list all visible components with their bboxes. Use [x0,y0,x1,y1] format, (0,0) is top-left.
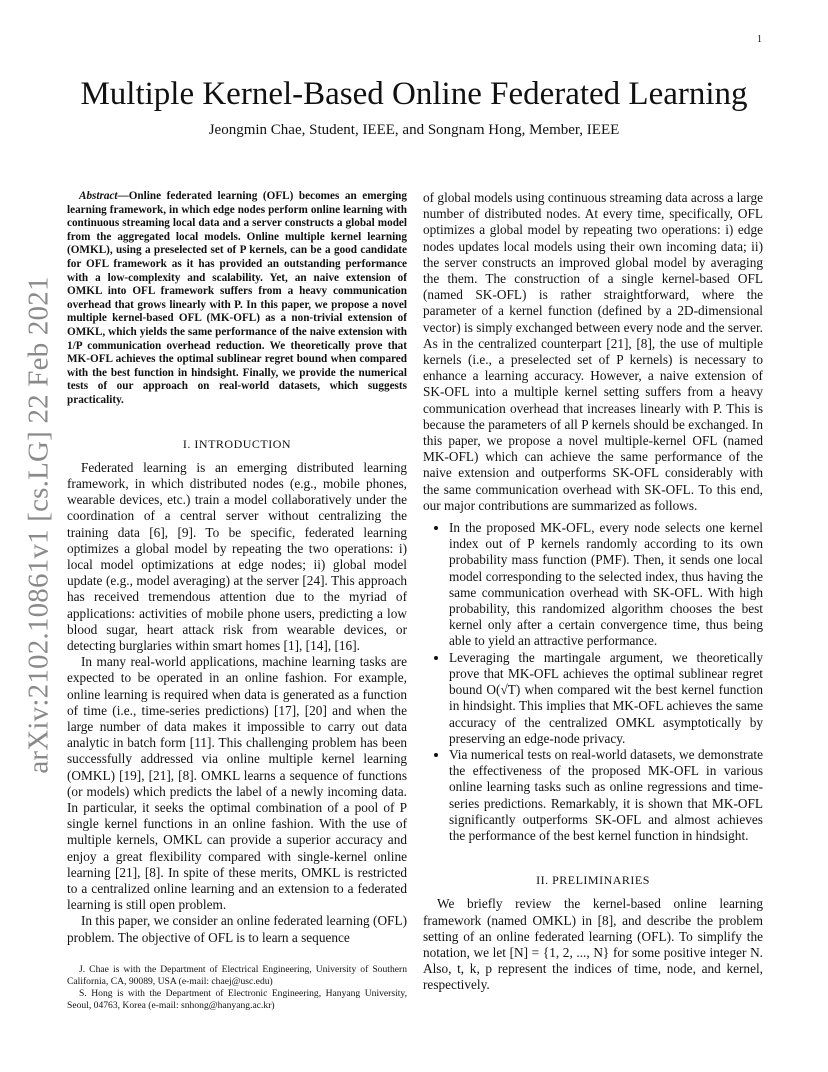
contribution-item: • Leveraging the martingale argument, we theoretically prove that MK-OFL achieves the optimal sublinear regret bound O(√T) when compared wit the best kernel function in hindsight. This implies that MK-OFL achieves the same accuracy of the centralized OMKL asymptotically by preserving an edge-node privacy. [449,650,763,747]
paper-title: Multiple Kernel-Based Online Federated Learning [80,76,748,112]
section-heading-preliminaries: II. PRELIMINARIES [536,873,650,888]
intro-paragraph-continued: of global models using continuous streaming data across a large number of distributed nodes. At every time, specifically, OFL optimizes a global model by repeating two operations: i) edge nodes updates local models using their own incoming data; ii) the server constructs an improved global model by averaging the them. The construction of a single kernel-based OFL (named SK-OFL) is rather straightforward, where the parameter of a kernel function (defined by a 2D-dimensional vector) is simply exchanged between every node and the server. As in the centralized counterpart [21], [8], the use of multiple kernels (i.e., a preselected set of P kernels) is necessary to enhance a learning accuracy. However, a naive extension of SK-OFL into a multiple kernel setting suffers from a heavy communication overhead that increases linearly with P. This is because the parameters of all P kernels should be exchanged. In this paper, we propose a novel multiple-kernel OFL (named MK-OFL) which can achieve the same performance of the naive extension and outperforms SK-OFL considerably with the same communication overhead with SK-OFL. To this end, our major contributions are summarized as follows. [423,190,763,513]
right-column [423,190,763,994]
page-number: 1 [757,34,762,45]
author-line: Jeongmin Chae, Student, IEEE, and Songnam Hong, Member, IEEE [208,122,620,138]
intro-paragraph-2: In many real-world applications, machine learning tasks are expected to be operated in an online fashion. For example, online learning is required when data is generated as a function of time (i.e., time-series predictions) [17], [20] and when the large number of data makes it impossible to carry out data analytic in batch form [11]. This challenging problem has been successfully addressed via online multiple kernel learning (OMKL) [19], [21], [8]. OMKL learns a sequence of functions (or models) which predicts the label of a newly incoming data. In particular, it seeks the optimal combination of a pool of P single kernel functions in an online fashion. With the use of multiple kernels, OMKL can provide a superior accuracy and enjoy a great flexibility compared with single-kernel online learning [21], [8]. In spite of these merits, OMKL is restricted to a centralized online learning and an extension to a federated learning is still open problem. [67,654,407,913]
left-column [67,190,407,946]
preliminaries-paragraph-1: We briefly review the kernel-based online learning framework (named OMKL) in [8], and describe the problem setting of an online federated learning (OFL). To simplify the notation, we let [N] = {1, 2, ..., N} for some positive integer N. Also, t, k, p represent the indices of time, node, and kernel, respectively. [423,896,763,993]
intro-paragraph-3: In this paper, we consider an online federated learning (OFL) problem. The objective of OFL is to learn a sequence [67,913,407,945]
section-heading-introduction: I. INTRODUCTION [182,436,292,451]
abstract [67,190,407,408]
abstract-label: Abstract [79,190,118,202]
footnotes [67,964,407,1012]
intro-paragraph-1: Federated learning is an emerging distributed learning framework, in which distributed nodes (e.g., mobile phones, wearable devices, etc.) train a model collaboratively under the coordination of a central server without centralizing the training data [6], [9]. To be specific, federated learning optimizes a global model by repeating the two operations: i) local model optimizations at edge nodes; ii) global model update (e.g., model averaging) at the server [24]. This approach has received tremendous attention due to the myriad of applications: activities of mobile phone users, predicting a low blood sugar, heart attack risk from wearable devices, or detecting burglaries within smart homes [1], [14], [16]. [67,459,407,653]
arxiv-sidebar-stamp [14,276,64,774]
arxiv-identifier: arXiv:2102.10861v1 [cs.LG] 22 Feb 2021 [22,276,55,774]
contributions-list [423,520,763,844]
contribution-item: • Via numerical tests on real-world datasets, we demonstrate the effectiveness of the proposed MK-OFL in various online learning tasks such as online regressions and time-series predictions. Remarkably, it is shown that MK-OFL significantly outperforms SK-OFL and almost achieves the performance of the best kernel function in hindsight. [449,747,763,844]
abstract-text: —Online federated learning (OFL) becomes an emerging learning framework, in which edge nodes perform online learning with continuous streaming local data and a server constructs a global model from the aggregated local models. Online multiple kernel learning (OMKL), using a preselected set of P kernels, can be a good candidate for OFL framework as it has provided an outstanding performance with a low-complexity and scalability. Yet, an naive extension of OMKL into OFL framework suffers from a heavy communication overhead that grows linearly with P. In this paper, we propose a novel multiple kernel-based OFL (MK-OFL) as a non-trivial extension of OMKL, which yields the same performance of the naive extension with 1/P communication overhead reduction. We theoretically prove that MK-OFL achieves the optimal sublinear regret bound when compared with the best function in hindsight. Finally, we provide the numerical tests of our approach on real-world datasets, which suggests practicality. [67,190,407,406]
footnote-author-2: S. Hong is with the Department of Electronic Engineering, Hanyang University, Seoul, 04763, Korea (e-mail: snhong@hanyang.ac.kr) [67,988,407,1011]
contribution-item: • In the proposed MK-OFL, every node selects one kernel index out of P kernels randomly according to its own probability mass function (PMF). Then, it sends one local model corresponding to the selected index, thus having the same communication overhead with SK-OFL. With high probability, this randomized algorithm chooses the best kernel only after a certain convergence time, thus being able to yield an attractive performance. [449,520,763,650]
footnote-author-1: J. Chae is with the Department of Electrical Engineering, University of Southern California, CA, 90089, USA (e-mail: chaej@usc.edu) [67,964,407,987]
